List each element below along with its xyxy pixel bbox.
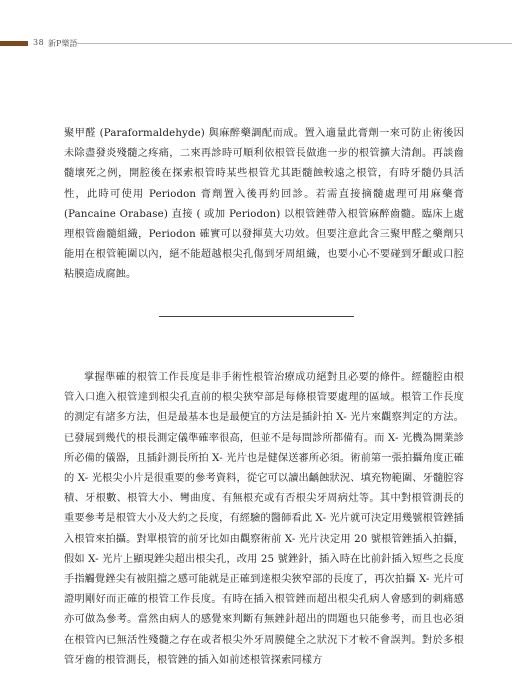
section-separator [159,316,354,317]
body-paragraph-2: 掌握準確的根管工作長度是非手術性根管治療成功絕對且必要的條件。經髓腔由根管入口進入根管達到根尖孔直前的根尖狹窄部是每條根管要處理的區域。根管工作長度的測定有諸多方法，但是最基本也是最便宜的方法是插針拍 X- 光片來觀察判定的方法。已發展到幾代的根長測定儀準確率很高，但並不是每間診所都備有。而 X- 光機為開業診所必備的儀器，且插針測長所拍 X- 光片也是健保送審所必須。術前第一張拍攝角度正確的 X- 光根尖小片是很重要的參考資料，從它可以讀出齲蝕狀況、填充物範圍、牙髓腔容積、牙根數、根管大小、彎曲度、有無根充或有否根尖牙周病灶等。其中對根管測長的重要參考是根管大小及大約之長度，有經驗的醫師看此 X- 光片就可決定用幾號根管銼插入根管來拍攝。對單根管的前牙比如由觀察術前 X- 光片決定用 20 號根管銼插入拍攝，假如 X- 光片上顯現銼尖超出根尖孔，改用 25 號銼針，插入時在比前針插入短些之長度手指觸覺銼尖有被阻擋之感可能就是正確到達根尖狹窄部的長度了，再次拍攝 X- 光片可證明剛好而正確的根管工作長度。有時在插入根管銼而超出根尖孔病人會感到的刺痛感亦可做為參考。當然由病人的感覺來判斷有無銼針超出的問題也只能參考，而且也必須在根管內已無活性殘髓之存在或者根尖外牙周膜健全之狀況下才較不會誤判。對於多根管牙齒的根管測長，根管銼的插入如前述根管探索同樣方 [64,372,464,666]
header-rule [76,43,512,44]
body-paragraph-1: 聚甲醛 (Paraformaldehyde) 與麻醉藥調配而成。置入適量此膏劑一來可防止術後因未除盡發炎殘髓之疼痛，二來再診時可順利依根管長做進一步的根管擴大清創。再談齒髓壞死之例，開腔後在探索根管時某些根管尤其距髓蝕較遠之根管，有時牙髓仍具活性，此時可使用 Periodon 膏劑置入後再約回診。若需直接摘髓處理可用麻藥膏 (Pancaine Orabase) 直接 ( 或加 Periodon) 以根管銼帶入根管麻醉齒髓。臨床上處理根管齒髓組織，Periodon 確實可以發揮莫大功效。但要注意此含三聚甲醛之藥劑只能用在根管範圍以內，絕不能超越根尖孔傷到牙周組織，也要小心不要碰到牙齦或口腔粘膜造成腐蝕。 [64,128,464,281]
header-accent-bar [0,41,28,46]
page-number: 38 [33,38,45,47]
running-title: 新P樂語 [48,39,78,48]
